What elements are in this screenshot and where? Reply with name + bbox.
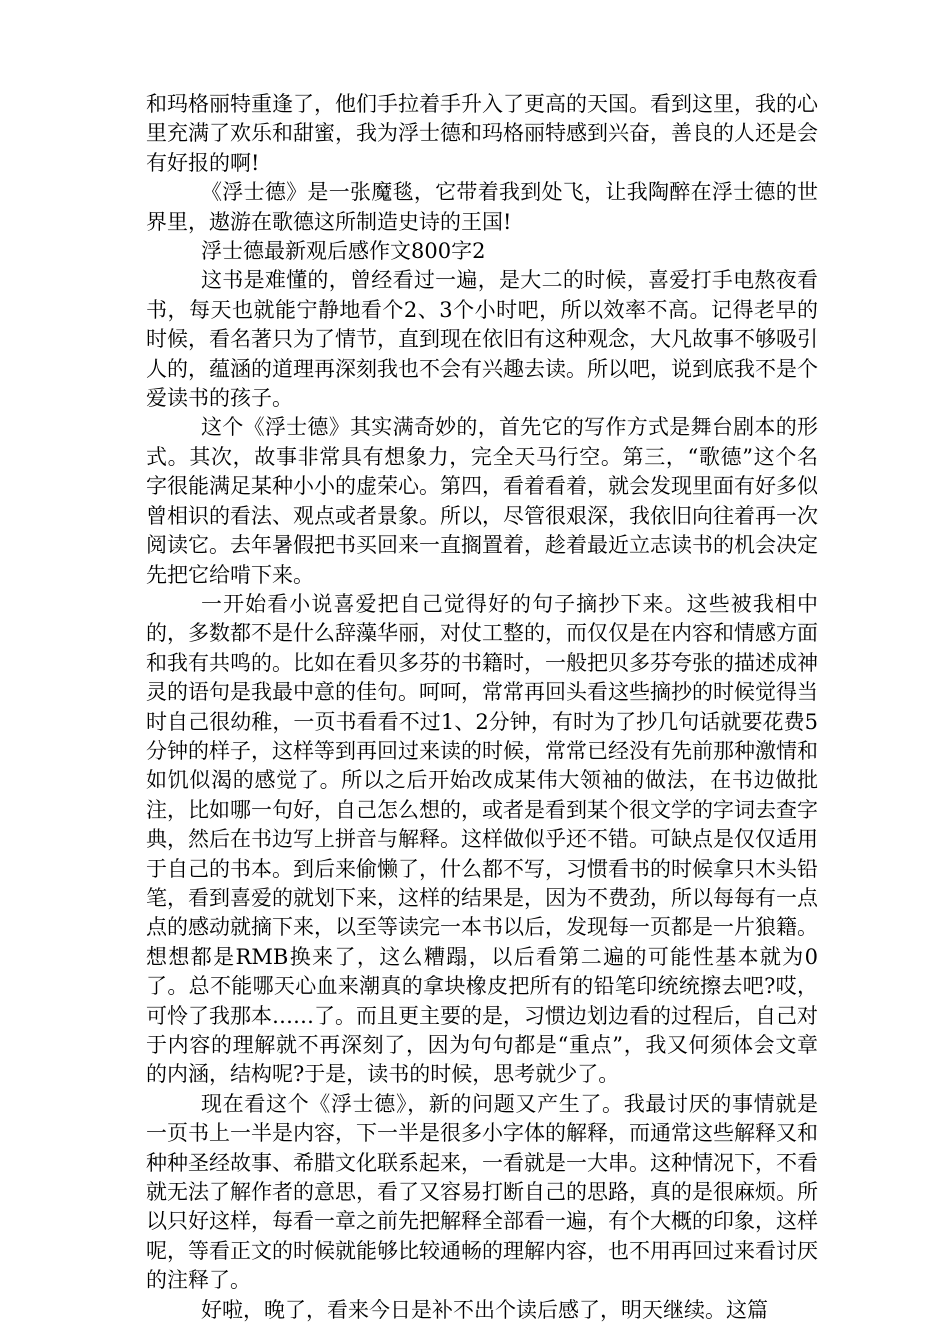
- paragraph-5: 一开始看小说喜爱把自己觉得好的句子摘抄下来。这些被我相中的，多数都不是什么辞藻华丽，对仗工整的，而仅仅是在内容和情感方面和我有共鸣的。比如在看贝多芬的书籍时，一般把贝多芬夸张的描述成神灵的语句是我最中意的佳句。呵呵，常常再回头看这些摘抄的时候觉得当时自己很幼稚，一页书看看不过1、2分钟，有时为了抄几句话就要花费5分钟的样子，这样等到再回过来读的时候，常常已经没有先前那种激情和如饥似渴的感觉了。所以之后开始改成某伟大领袖的做法，在书边做批注，比如哪一句好，自己怎么想的，或者是看到某个很文学的字词去查字典，然后在书边写上拼音与解释。这样做似乎还不错。可缺点是仅仅适用于自己的书本。到后来偷懒了，什么都不写，习惯看书的时候拿只木头铅笔，看到喜爱的就划下来，这样的结果是，因为不费劲，所以每每有一点点的感动就摘下来，以至等读完一本书以后，发现每一页都是一片狼籍。想想都是RMB换来了，这么糟蹋，以后看第二遍的可能性基本就为0了。总不能哪天心血来潮真的拿块橡皮把所有的铅笔印统统擦去吧?哎，可怜了我那本……了。而且更主要的是，习惯边划边看的过程后，自己对于内容的理解就不再深刻了，因为句句都是“重点”，我又何须体会文章的内涵，结构呢?于是，读书的时候，思考就少了。: [146, 591, 818, 1087]
- paragraph-6: 现在看这个《浮士德》，新的问题又产生了。我最讨厌的事情就是一页书上一半是内容，下一半是很多小字体的解释，而通常这些解释又和种种圣经故事、希腊文化联系起来，一看就是一大串。这种情况下，不看就无法了解作者的意思，看了又容易打断自己的思路，真的是很麻烦。所以只好这样，每看一章之前先把解释全部看一遍，有个大概的印象，这样呢，等看正文的时候就能够比较通畅的理解内容，也不用再回过来看讨厌的注释了。: [146, 1091, 818, 1293]
- paragraph-1: 和玛格丽特重逢了，他们手拉着手升入了更高的天国。看到这里，我的心里充满了欢乐和甜蜜，我为浮士德和玛格丽特感到兴奋，善良的人还是会有好报的啊!: [146, 92, 818, 175]
- document-body: [146, 90, 818, 1325]
- paragraph-3: 这书是难懂的，曾经看过一遍，是大二的时候，喜爱打手电熬夜看书，每天也就能宁静地看个2、3个小时吧，所以效率不高。记得老早的时候，看名著只为了情节，直到现在依旧有这种观念，大凡故事不够吸引人的，蕴涵的道理再深刻我也不会有兴趣去读。所以吧，说到底我不是个爱读书的孩子。: [146, 268, 818, 411]
- paragraph-7: 好啦，晚了，看来今日是补不出个读后感了，明天继续。这篇: [201, 1297, 768, 1322]
- paragraph-4: 这个《浮士德》其实满奇妙的，首先它的写作方式是舞台剧本的形式。其次，故事非常具有想象力，完全天马行空。第三，“歌德”这个名字很能满足某种小小的虚荣心。第四，看着看着，就会发现里面有好多似曾相识的看法、观点或者景象。所以，尽管很艰深，我依旧向往着再一次阅读它。去年暑假把书买回来一直搁置着，趁着最近立志读书的机会决定先把它给啃下来。: [146, 415, 818, 587]
- paragraph-2: 《浮士德》是一张魔毯，它带着我到处飞，让我陶醉在浮士德的世界里，遨游在歌德这所制造史诗的王国!: [146, 180, 818, 234]
- section-heading: 浮士德最新观后感作文800字2: [201, 239, 486, 264]
